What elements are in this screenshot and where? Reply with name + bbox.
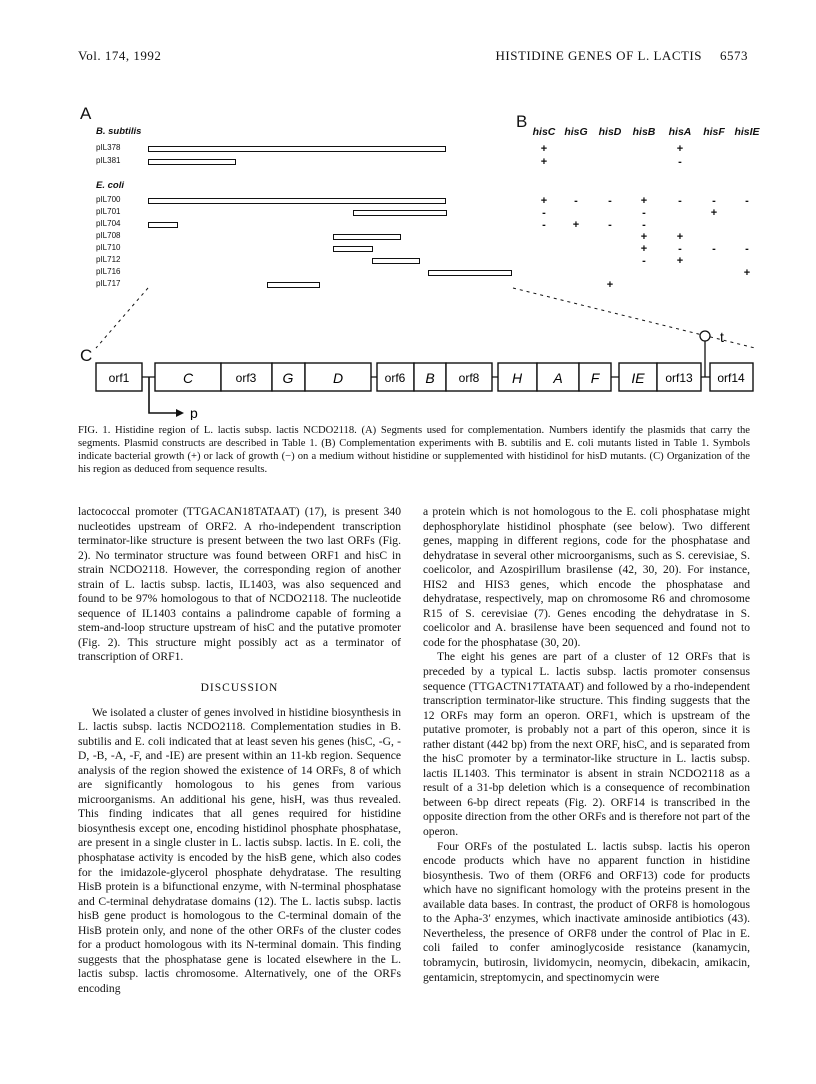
plasmid-label: pIL701 <box>96 207 121 216</box>
growth-minus: - <box>642 207 646 219</box>
running-title <box>496 48 748 64</box>
growth-minus: - <box>678 243 682 255</box>
growth-plus: + <box>640 231 648 243</box>
running-header <box>78 48 748 68</box>
growth-plus: + <box>676 231 684 243</box>
plasmid-label: pIL710 <box>96 243 121 252</box>
orf-label: orf3 <box>235 371 257 385</box>
gene-header: hisG <box>564 126 588 138</box>
growth-plus: + <box>540 195 548 207</box>
growth-plus: + <box>710 207 718 219</box>
figure-caption: FIG. 1. Histidine region of L. lactis subsp. lactis NCDO2118. (A) Segments used for complementation. Numbers identify the plasmids that carry the segments. Plasmid constructs are described in Table 1. (B) Complementation experiments with B. subtilis and E. coli mutants listed in Table 1. Symbols indicate bacterial growth (+) or lack of growth (−) on a medium without histidine or supplemented with histidinol for hisD mutants. (C) Organization of the his region as deduced from sequence results. <box>78 425 750 475</box>
gene-header: hisD <box>598 126 622 138</box>
segment-bar <box>148 159 236 165</box>
growth-plus: + <box>606 279 614 291</box>
group-label-ecoli: E. coli <box>96 180 124 191</box>
orf-label: orf13 <box>665 371 693 385</box>
plasmid-label: pIL708 <box>96 231 121 240</box>
growth-minus: - <box>542 219 546 231</box>
promoter-label: p <box>190 405 198 420</box>
growth-plus: + <box>743 267 751 279</box>
growth-minus: - <box>574 195 578 207</box>
plasmid-label: pIL378 <box>96 143 121 152</box>
plasmid-label: pIL712 <box>96 255 121 264</box>
terminator-loop-icon <box>700 331 710 341</box>
terminator-label: t <box>720 329 724 345</box>
growth-plus: + <box>540 143 548 155</box>
growth-minus: - <box>712 195 716 207</box>
section-heading: DISCUSSION <box>200 682 279 695</box>
paragraph: Four ORFs of the postulated L. lactis subsp. lactis his operon encode products which have no apparent function in histidine biosynthesis. Two of them (ORF6 and ORF13) code for products which have no significant homology with the proteins present in the available data bases. In contrast, the product of ORF8 is homologous to the Apha-3′ enzymes, which inactivate aminoside antibiotics (43). Nevertheless, the presence of ORF8 under the control of Plac in E. coli failed to confer aminoglycoside resistance (kanamycin, tobramycin, butirosin, lividomycin, neomycin, dibekacin, amikacin, gentamicin, streptomycin, and spectinomycin were <box>423 839 750 984</box>
page-number: 6573 <box>720 48 748 63</box>
his-region-map <box>0 280 816 420</box>
segment-bar <box>428 270 512 276</box>
paragraph: The eight his genes are part of a cluster of 12 ORFs that is preceded by a typical L. lactis subsp. lactis promoter consensus sequence (TTGACTN17TATAAT) and followed by a rho-independent transcription terminator-like structure. This finding suggests that the 12 ORFs may form an operon. ORF1, which is upstream of the putative promoter, is probably not a part of this operon, since it is rather distant (442 bp) from the next ORF, hisC, and is separated from the hisC promoter by a terminator-like structure in L. lactis subsp. lactis IL1403. This terminator is absent in strain NCDO2118 as a result of a 31-bp deletion which is a consequence of recombination between 6-bp direct repeats (Fig. 2). ORF14 is transcribed in the opposite direction from the other ORFs and is therefore not part of the operon. <box>423 650 750 839</box>
running-title-text: HISTIDINE GENES OF L. LACTIS <box>495 48 702 63</box>
promoter-arrowhead-icon <box>176 409 184 417</box>
segment-bar <box>353 210 447 216</box>
gene-header: hisC <box>532 126 556 138</box>
plasmid-label: pIL704 <box>96 219 121 228</box>
orf-label: F <box>590 370 600 386</box>
growth-plus: + <box>676 143 684 155</box>
right-column <box>423 505 750 985</box>
paragraph: lactococcal promoter (TTGACAN18TATAAT) (17), is present 340 nucleotides upstream of ORF2. A rho-independent transcription terminator-like structure is present between the two last ORFs (Fig. 2). No terminator structure was found between ORF1 and hisC in strain NCDO2118. However, the corresponding region of another strain of L. lactis subsp. lactis, IL1403, was also sequenced and found to be 97% homologous to that of NCDO2118. The nucleotide sequence of IL1403 contains a palindrome capable of forming a stem-and-loop structure upstream of hisC and the putative promoter (Fig. 2). This structure might possibly act as a terminator of transcription of ORF1. <box>78 505 401 664</box>
growth-minus: - <box>712 243 716 255</box>
orf-label: A <box>553 370 563 386</box>
orf-label: C <box>182 370 194 386</box>
gene-header: hisF <box>703 126 725 138</box>
left-column <box>78 505 401 997</box>
segment-bar <box>148 198 446 204</box>
group-label-bsubtilis: B. subtilis <box>96 126 142 137</box>
plasmid-label: pIL381 <box>96 156 121 165</box>
orf-label: orf8 <box>458 371 480 385</box>
plasmid-label: pIL717 <box>96 279 121 288</box>
segment-bar <box>148 146 446 152</box>
growth-plus: + <box>640 243 648 255</box>
segment-bar <box>148 222 178 228</box>
projection-line-right <box>513 288 755 348</box>
orf-label: orf1 <box>108 371 130 385</box>
segment-bar <box>333 234 401 240</box>
segment-bar <box>333 246 373 252</box>
plasmid-label: pIL716 <box>96 267 121 276</box>
gene-header: hisA <box>668 126 692 138</box>
plasmid-label: pIL700 <box>96 195 121 204</box>
segment-bar <box>372 258 420 264</box>
paragraph: a protein which is not homologous to the E. coli phosphatase might dephosphorylate histidinol phosphate (see below). Two different genes, mapping in different regions, code for the phosphatase and dehydratase in several other microorganisms, such as S. cerevisiae, S. coelicolor, and Azospirillum brasilense (42, 30, 20). For instance, HIS2 and HIS3 genes, which encode the phosphatase and dehydratase, respectively, map on chromosome R6 and chromosome R15 of S. cerevisiae (7). Genes encoding the dehydratase in S. coelicolor and A. brasilense have been sequenced and found not to code for the phosphatase (30, 20). <box>423 505 750 649</box>
orf-label: G <box>282 370 294 386</box>
growth-minus: - <box>608 195 612 207</box>
projection-line-left <box>96 288 148 348</box>
growth-plus: + <box>540 156 548 168</box>
growth-plus: + <box>676 255 684 267</box>
growth-minus: - <box>542 207 546 219</box>
panel-c-letter: C <box>80 346 93 365</box>
growth-minus: - <box>678 156 682 168</box>
orf-label: H <box>511 370 523 386</box>
growth-minus: - <box>745 243 749 255</box>
journal-volume: Vol. 174, 1992 <box>78 48 162 63</box>
orf-label: IE <box>631 370 645 386</box>
orf-label: orf6 <box>384 371 406 385</box>
growth-minus: - <box>642 255 646 267</box>
growth-plus: + <box>640 195 648 207</box>
growth-minus: - <box>678 195 682 207</box>
orf-label: D <box>332 370 344 386</box>
growth-plus: + <box>572 219 580 231</box>
growth-minus: - <box>608 219 612 231</box>
panel-a-letter: A <box>80 104 92 123</box>
orf-label: B <box>425 370 435 386</box>
growth-minus: - <box>745 195 749 207</box>
growth-minus: - <box>642 219 646 231</box>
orf-label: orf14 <box>717 371 745 385</box>
paragraph: We isolated a cluster of genes involved in histidine biosynthesis in L. lactis subsp. lactis NCDO2118. Complementation studies in B. subtilis and E. coli indicated that at least seven his genes (hisC, -G, -D, -B, -A, -F, and -IE) are present within an 11-kb region. Sequence analysis of the region showed the existence of 14 ORFs, 8 of which are significantly homologous to his genes from various microorganisms. An additional his gene, hisH, was thus revealed. This finding indicates that all genes required for histidine biosynthesis except one, encoding histidinol phosphate phosphatase, are present in a single cluster in L. lactis subsp. lactis. In E. coli, the phosphatase activity is encoded by the hisB gene, which also codes for the imidazole-glycerol phosphate dehydratase. The resulting HisB protein is a bifunctional enzyme, with N-terminal phosphatase and C-terminal dehydratase domains (12). The L. lactis subsp. lactis hisB gene product is homologous to the C-terminal domain of the HisB protein only, and none of the other ORFs of the cluster codes for a product homologous with its N-terminal domain. This finding suggests that the phosphatase gene is located elsewhere in the L. lactis subsp. lactis chromosome. Alternatively, one of the ORFs encoding <box>78 705 401 995</box>
panel-b-letter: B <box>516 112 528 131</box>
gene-header: hisIE <box>734 126 760 138</box>
gene-header: hisB <box>632 126 656 138</box>
